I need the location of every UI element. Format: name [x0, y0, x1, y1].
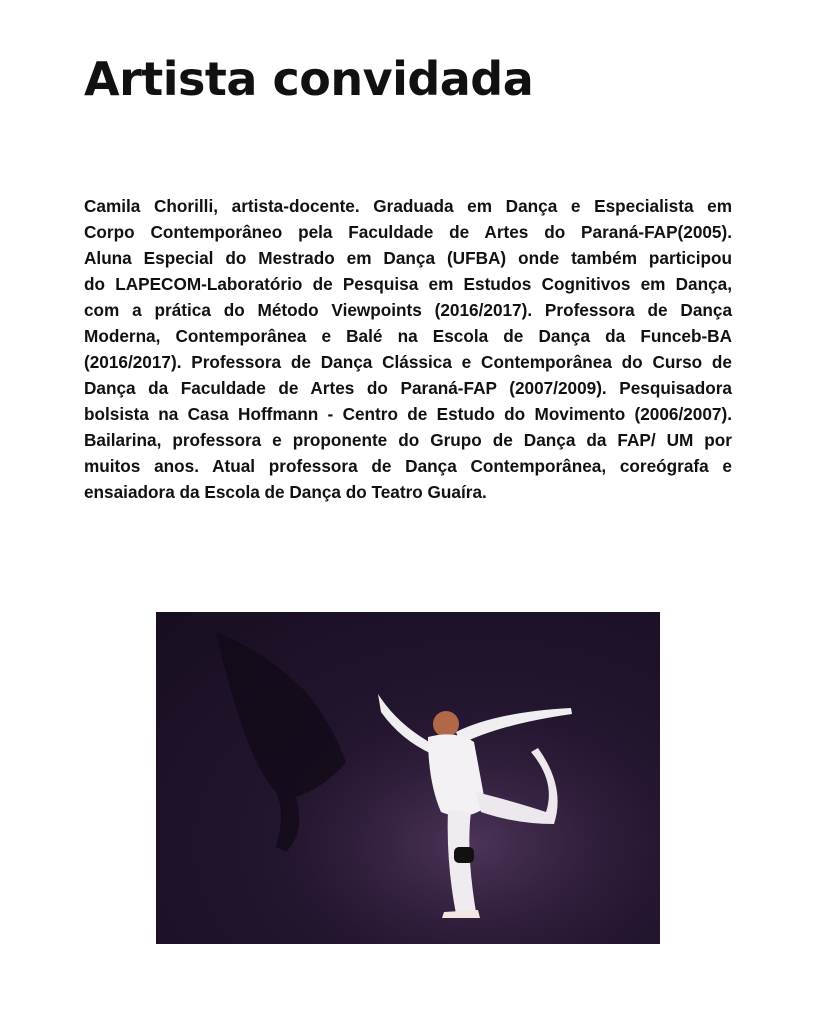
dancer-illustration	[156, 612, 660, 944]
bio-line: bolsista na Casa Hoffmann - Centro de Estudo do Movimento (2006/2007).	[84, 404, 732, 424]
bio-line: ensaiadora da Escola de Dança do Teatro Guaíra.	[84, 482, 487, 502]
bio-line: Corpo Contemporâneo pela Faculdade de Artes do Paraná-FAP(2005).	[84, 222, 732, 242]
bio-line: com a prática do Método Viewpoints (2016/2017). Professora de Dança	[84, 300, 732, 320]
knee-pad	[454, 847, 474, 863]
bio-line: Moderna, Contemporânea e Balé na Escola de Dança da Funceb-BA	[84, 326, 732, 346]
page-title: Artista convidada	[84, 52, 534, 106]
bio-line: Dança da Faculdade de Artes do Paraná-FAP (2007/2009). Pesquisadora	[84, 378, 732, 398]
bio-line: Camila Chorilli, artista-docente. Graduada em Dança e Especialista em	[84, 196, 732, 216]
artist-bio	[84, 193, 732, 505]
dancer-photo	[156, 612, 660, 944]
bio-line: do LAPECOM-Laboratório de Pesquisa em Estudos Cognitivos em Dança,	[84, 274, 732, 294]
dancer-head	[433, 711, 459, 737]
bio-line: Aluna Especial do Mestrado em Dança (UFBA) onde também participou	[84, 248, 732, 268]
bio-line: Bailarina, professora e proponente do Grupo de Dança da FAP/ UM por	[84, 430, 732, 450]
bio-line: (2016/2017). Professora de Dança Clássica e Contemporânea do Curso de	[84, 352, 732, 372]
bio-line: muitos anos. Atual professora de Dança Contemporânea, coreógrafa e	[84, 456, 732, 476]
